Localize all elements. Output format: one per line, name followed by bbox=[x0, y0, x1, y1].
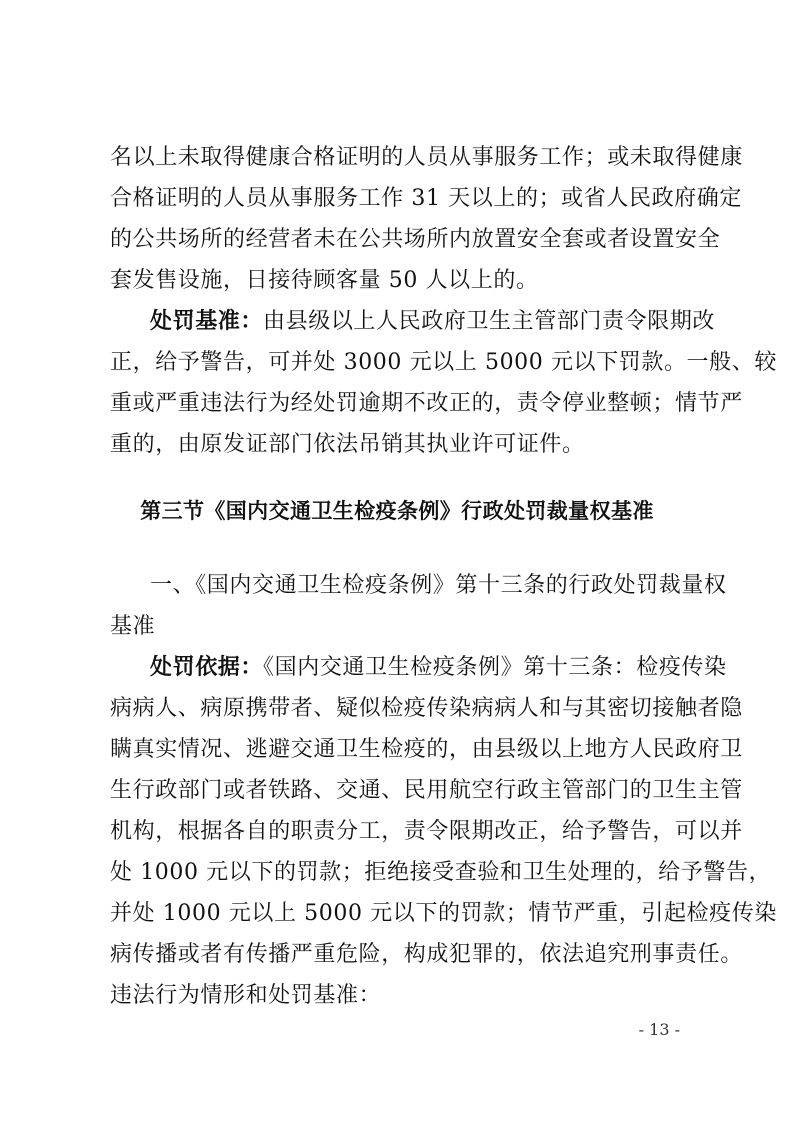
penalty-standard-label: 处罚基准： bbox=[150, 309, 264, 334]
paragraph-line: 并处 1000 元以上 5000 元以下的罚款；情节严重，引起检疫传染 bbox=[110, 901, 777, 926]
paragraph-line: 处 1000 元以下的罚款；拒绝接受查验和卫生处理的，给予警告， bbox=[110, 860, 772, 885]
paragraph-text: 《国内交通卫生检疫条例》第十三条：检疫传染 bbox=[263, 655, 727, 680]
penalty-basis-line bbox=[150, 652, 727, 684]
paragraph-line: 的公共场所的经营者未在公共场所内放置安全套或者设置安全 bbox=[110, 227, 721, 252]
paragraph-line: 瞒真实情况、逃避交通卫生检疫的，由县级以上地方人民政府卫 bbox=[110, 737, 743, 762]
subheading-line: 基准 bbox=[110, 614, 156, 639]
paragraph-line: 名以上未取得健康合格证明的人员从事服务工作；或未取得健康 bbox=[110, 145, 743, 170]
paragraph-line: 违法行为情形和处罚基准： bbox=[110, 983, 382, 1008]
paragraph-line: 病传播或者有传播严重危险，构成犯罪的，依法追究刑事责任。 bbox=[110, 942, 743, 967]
paragraph-text: 由县级以上人民政府卫生主管部门责令限期改 bbox=[263, 309, 716, 334]
paragraph-line: 机构，根据各自的职责分工，责令限期改正，给予警告，可以并 bbox=[110, 819, 743, 844]
section-heading: 第三节《国内交通卫生检疫条例》行政处罚裁量权基准 bbox=[140, 499, 654, 523]
subheading-line: 一、《国内交通卫生检疫条例》第十三条的行政处罚裁量权 bbox=[150, 573, 727, 598]
paragraph-line: 合格证明的人员从事服务工作 31 天以上的；或省人民政府确定 bbox=[110, 186, 742, 211]
paragraph-line: 正，给予警告，可并处 3000 元以上 5000 元以下罚款。一般、较 bbox=[110, 350, 777, 375]
paragraph-line: 套发售设施，日接待顾客量 50 人以上的。 bbox=[110, 268, 539, 293]
penalty-basis-label: 处罚依据： bbox=[150, 655, 264, 680]
paragraph-line: 重的，由原发证部门依法吊销其执业许可证件。 bbox=[110, 432, 585, 457]
penalty-standard-line bbox=[150, 306, 716, 338]
page-number: - 13 - bbox=[638, 1020, 680, 1039]
paragraph-line: 重或严重违法行为经处罚逾期不改正的，责令停业整顿；情节严 bbox=[110, 391, 743, 416]
paragraph-line: 生行政部门或者铁路、交通、民用航空行政主管部门的卫生主管 bbox=[110, 778, 743, 803]
paragraph-line: 病病人、病原携带者、疑似检疫传染病病人和与其密切接触者隐 bbox=[110, 696, 743, 721]
